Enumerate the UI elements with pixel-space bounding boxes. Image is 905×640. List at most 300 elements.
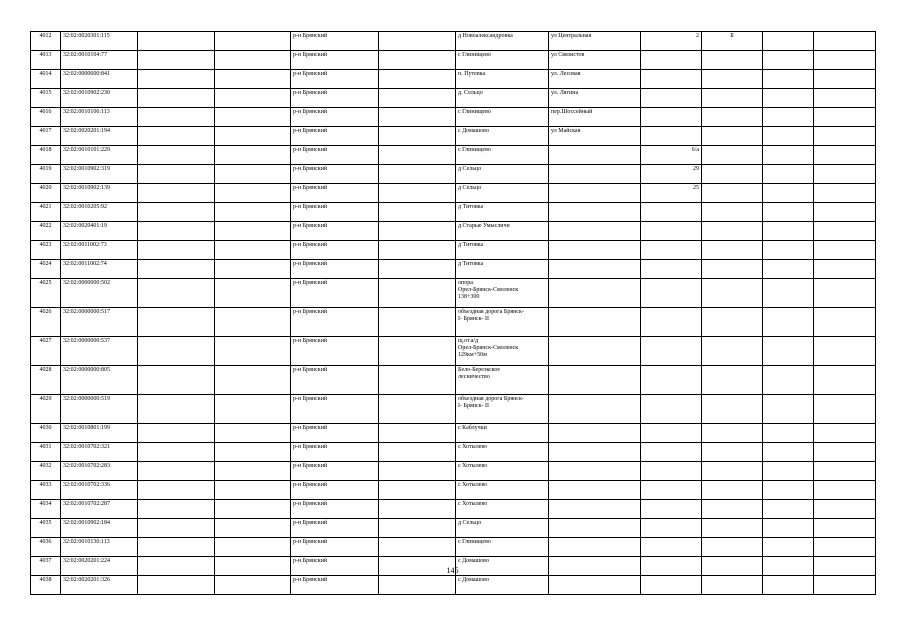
street-cell: ул. Лягина	[549, 89, 641, 108]
registry-table	[30, 31, 876, 595]
empty-cell	[138, 481, 215, 500]
table-row	[31, 481, 876, 500]
empty-cell	[814, 366, 876, 395]
locality-cell: объездная дорога Брянск- I- Брянск- II	[456, 308, 549, 337]
empty-cell	[763, 70, 814, 89]
row-number-cell: 4015	[31, 89, 61, 108]
empty-cell	[379, 337, 456, 366]
empty-cell	[379, 260, 456, 279]
empty-cell	[215, 395, 291, 424]
empty-cell	[138, 424, 215, 443]
empty-cell	[763, 481, 814, 500]
empty-cell	[763, 308, 814, 337]
row-number-cell: 4019	[31, 165, 61, 184]
cadastral-number-cell: 32:02:0010801:199	[61, 424, 138, 443]
empty-cell	[215, 51, 291, 70]
empty-cell	[379, 146, 456, 165]
district-cell: р-н Брянский	[291, 70, 379, 89]
district-cell: р-н Брянский	[291, 462, 379, 481]
empty-cell	[814, 70, 876, 89]
empty-cell	[379, 70, 456, 89]
row-number-cell: 4033	[31, 481, 61, 500]
empty-cell	[138, 51, 215, 70]
building-letter-cell: Б	[702, 32, 763, 51]
cadastral-number-cell: 32:02:0020201:326	[61, 576, 138, 595]
empty-cell	[379, 222, 456, 241]
empty-cell	[814, 500, 876, 519]
empty-cell	[763, 279, 814, 308]
row-number-cell: 4032	[31, 462, 61, 481]
district-cell: р-н Брянский	[291, 308, 379, 337]
district-cell: р-н Брянский	[291, 165, 379, 184]
row-number-cell: 4020	[31, 184, 61, 203]
table-row	[31, 395, 876, 424]
table-row	[31, 203, 876, 222]
cadastral-number-cell: 32:02:0010101:229	[61, 146, 138, 165]
empty-cell	[215, 279, 291, 308]
building-letter-cell	[702, 203, 763, 222]
row-number-cell: 4035	[31, 519, 61, 538]
district-cell: р-н Брянский	[291, 500, 379, 519]
empty-cell	[379, 32, 456, 51]
table-row	[31, 222, 876, 241]
district-cell: р-н Брянский	[291, 32, 379, 51]
district-cell: р-н Брянский	[291, 538, 379, 557]
street-cell	[549, 500, 641, 519]
row-number-cell: 4024	[31, 260, 61, 279]
empty-cell	[763, 500, 814, 519]
district-cell: р-н Брянский	[291, 443, 379, 462]
locality-cell: с Хотылево	[456, 462, 549, 481]
locality-cell: Бело-Березкское лесничество	[456, 366, 549, 395]
empty-cell	[215, 184, 291, 203]
district-cell: р-н Брянский	[291, 146, 379, 165]
row-number-cell: 4025	[31, 279, 61, 308]
empty-cell	[763, 127, 814, 146]
building-letter-cell	[702, 165, 763, 184]
district-cell: р-н Брянский	[291, 424, 379, 443]
cadastral-number-cell: 32:02:0000000:537	[61, 337, 138, 366]
empty-cell	[138, 337, 215, 366]
district-cell: р-н Брянский	[291, 108, 379, 127]
empty-cell	[138, 260, 215, 279]
cadastral-number-cell: 32:02:0010902:319	[61, 165, 138, 184]
empty-cell	[379, 108, 456, 127]
district-cell: р-н Брянский	[291, 127, 379, 146]
empty-cell	[379, 443, 456, 462]
locality-cell: с Хотылево	[456, 481, 549, 500]
row-number-cell: 4038	[31, 576, 61, 595]
street-cell	[549, 366, 641, 395]
house-number-cell	[641, 89, 702, 108]
street-cell	[549, 222, 641, 241]
house-number-cell	[641, 337, 702, 366]
locality-cell: д Сельцо	[456, 519, 549, 538]
empty-cell	[215, 203, 291, 222]
row-number-cell: 4013	[31, 51, 61, 70]
cadastral-number-cell: 32:02:0010702:287	[61, 500, 138, 519]
building-letter-cell	[702, 70, 763, 89]
empty-cell	[138, 443, 215, 462]
table-row	[31, 89, 876, 108]
empty-cell	[814, 519, 876, 538]
building-letter-cell	[702, 308, 763, 337]
building-letter-cell	[702, 89, 763, 108]
empty-cell	[215, 443, 291, 462]
house-number-cell	[641, 443, 702, 462]
district-cell: р-н Брянский	[291, 203, 379, 222]
row-number-cell: 4026	[31, 308, 61, 337]
building-letter-cell	[702, 127, 763, 146]
building-letter-cell	[702, 424, 763, 443]
locality-cell: опора Орел-Брянск-Смоленск 138+300	[456, 279, 549, 308]
locality-cell: д Титовка	[456, 241, 549, 260]
empty-cell	[814, 203, 876, 222]
empty-cell	[215, 481, 291, 500]
district-cell: р-н Брянский	[291, 89, 379, 108]
empty-cell	[763, 576, 814, 595]
cadastral-number-cell: 32:02:0010702:336	[61, 481, 138, 500]
empty-cell	[379, 519, 456, 538]
cadastral-number-cell: 32:02:0010130:113	[61, 538, 138, 557]
district-cell: р-н Брянский	[291, 519, 379, 538]
empty-cell	[763, 260, 814, 279]
building-letter-cell	[702, 51, 763, 70]
table-row	[31, 443, 876, 462]
locality-cell: с Хотылево	[456, 500, 549, 519]
empty-cell	[763, 89, 814, 108]
house-number-cell	[641, 500, 702, 519]
empty-cell	[763, 337, 814, 366]
house-number-cell	[641, 279, 702, 308]
street-cell	[549, 203, 641, 222]
district-cell: р-н Брянский	[291, 51, 379, 70]
building-letter-cell	[702, 519, 763, 538]
building-letter-cell	[702, 108, 763, 127]
empty-cell	[814, 32, 876, 51]
district-cell: р-н Брянский	[291, 395, 379, 424]
table-row	[31, 424, 876, 443]
empty-cell	[814, 51, 876, 70]
cadastral-number-cell: 32:02:0000000:517	[61, 308, 138, 337]
house-number-cell	[641, 260, 702, 279]
empty-cell	[814, 443, 876, 462]
table-row	[31, 127, 876, 146]
empty-cell	[763, 443, 814, 462]
empty-cell	[814, 538, 876, 557]
district-cell: р-н Брянский	[291, 260, 379, 279]
empty-cell	[138, 241, 215, 260]
locality-cell: с Домашово	[456, 127, 549, 146]
street-cell	[549, 576, 641, 595]
empty-cell	[138, 222, 215, 241]
empty-cell	[138, 308, 215, 337]
empty-cell	[763, 538, 814, 557]
empty-cell	[763, 395, 814, 424]
empty-cell	[379, 51, 456, 70]
empty-cell	[379, 127, 456, 146]
house-number-cell: 29	[641, 165, 702, 184]
empty-cell	[215, 366, 291, 395]
empty-cell	[138, 70, 215, 89]
empty-cell	[763, 366, 814, 395]
empty-cell	[138, 519, 215, 538]
empty-cell	[814, 146, 876, 165]
locality-cell: д Старые Умысличи	[456, 222, 549, 241]
empty-cell	[814, 279, 876, 308]
cadastral-number-cell: 32:02:0010902:230	[61, 89, 138, 108]
locality-cell: д Титовка	[456, 203, 549, 222]
building-letter-cell	[702, 538, 763, 557]
cadastral-number-cell: 32:02:0011002:74	[61, 260, 138, 279]
empty-cell	[215, 89, 291, 108]
cadastral-number-cell: 32:02:0010702:283	[61, 462, 138, 481]
empty-cell	[763, 184, 814, 203]
street-cell	[549, 519, 641, 538]
empty-cell	[138, 576, 215, 595]
street-cell	[549, 443, 641, 462]
empty-cell	[379, 89, 456, 108]
empty-cell	[814, 308, 876, 337]
street-cell	[549, 184, 641, 203]
row-number-cell: 4017	[31, 127, 61, 146]
district-cell: р-н Брянский	[291, 576, 379, 595]
empty-cell	[215, 260, 291, 279]
empty-cell	[379, 203, 456, 222]
empty-cell	[763, 51, 814, 70]
row-number-cell: 4030	[31, 424, 61, 443]
house-number-cell	[641, 395, 702, 424]
empty-cell	[763, 108, 814, 127]
page-number: 145	[446, 566, 459, 575]
table-row	[31, 308, 876, 337]
table-row	[31, 279, 876, 308]
cadastral-number-cell: 32:02:0020301:115	[61, 32, 138, 51]
empty-cell	[138, 462, 215, 481]
table-row	[31, 108, 876, 127]
street-cell	[549, 337, 641, 366]
street-cell	[549, 279, 641, 308]
table-row	[31, 260, 876, 279]
empty-cell	[215, 519, 291, 538]
empty-cell	[215, 337, 291, 366]
cadastral-number-cell: 32:02:0000600:841	[61, 70, 138, 89]
empty-cell	[379, 279, 456, 308]
empty-cell	[814, 165, 876, 184]
empty-cell	[215, 308, 291, 337]
street-cell: ул. Лесовая	[549, 70, 641, 89]
row-number-cell: 4012	[31, 32, 61, 51]
building-letter-cell	[702, 462, 763, 481]
table-row	[31, 538, 876, 557]
cadastral-number-cell: 32:02:0020201:194	[61, 127, 138, 146]
empty-cell	[814, 89, 876, 108]
empty-cell	[814, 222, 876, 241]
empty-cell	[138, 165, 215, 184]
house-number-cell	[641, 127, 702, 146]
district-cell: р-н Брянский	[291, 337, 379, 366]
empty-cell	[138, 32, 215, 51]
house-number-cell: 6/а	[641, 146, 702, 165]
empty-cell	[215, 127, 291, 146]
row-number-cell: 4021	[31, 203, 61, 222]
empty-cell	[763, 519, 814, 538]
row-number-cell: 4034	[31, 500, 61, 519]
district-cell: р-н Брянский	[291, 279, 379, 308]
district-cell: р-н Брянский	[291, 481, 379, 500]
cadastral-number-cell: 32:02:0010902:184	[61, 519, 138, 538]
building-letter-cell	[702, 184, 763, 203]
empty-cell	[138, 184, 215, 203]
empty-cell	[215, 146, 291, 165]
street-cell	[549, 538, 641, 557]
empty-cell	[814, 241, 876, 260]
empty-cell	[814, 127, 876, 146]
row-number-cell: 4037	[31, 557, 61, 576]
empty-cell	[814, 424, 876, 443]
cadastral-number-cell: 32:02:0000000:502	[61, 279, 138, 308]
building-letter-cell	[702, 395, 763, 424]
empty-cell	[814, 462, 876, 481]
house-number-cell	[641, 222, 702, 241]
table-row	[31, 184, 876, 203]
building-letter-cell	[702, 241, 763, 260]
table-row	[31, 70, 876, 89]
row-number-cell: 4023	[31, 241, 61, 260]
street-cell	[549, 481, 641, 500]
empty-cell	[215, 424, 291, 443]
row-number-cell: 4022	[31, 222, 61, 241]
empty-cell	[215, 241, 291, 260]
empty-cell	[215, 32, 291, 51]
empty-cell	[814, 108, 876, 127]
district-cell: р-н Брянский	[291, 184, 379, 203]
empty-cell	[763, 146, 814, 165]
empty-cell	[215, 576, 291, 595]
row-number-cell: 4036	[31, 538, 61, 557]
building-letter-cell	[702, 500, 763, 519]
district-cell: р-н Брянский	[291, 222, 379, 241]
street-cell	[549, 165, 641, 184]
table-body	[31, 32, 876, 595]
street-cell	[549, 424, 641, 443]
district-cell: р-н Брянский	[291, 241, 379, 260]
locality-cell: с Каблучки	[456, 424, 549, 443]
locality-cell: с Домашово	[456, 576, 549, 595]
table-row	[31, 576, 876, 595]
empty-cell	[763, 241, 814, 260]
building-letter-cell	[702, 576, 763, 595]
house-number-cell	[641, 70, 702, 89]
empty-cell	[138, 127, 215, 146]
house-number-cell	[641, 51, 702, 70]
empty-cell	[138, 500, 215, 519]
cadastral-number-cell: 32:02:0010205:92	[61, 203, 138, 222]
empty-cell	[814, 184, 876, 203]
empty-cell	[379, 184, 456, 203]
empty-cell	[138, 279, 215, 308]
cadastral-number-cell: 32:02:0020201:224	[61, 557, 138, 576]
locality-cell: с Глинищево	[456, 538, 549, 557]
empty-cell	[814, 481, 876, 500]
table-row	[31, 32, 876, 51]
empty-cell	[138, 89, 215, 108]
locality-cell: с Хотылево	[456, 443, 549, 462]
empty-cell	[814, 395, 876, 424]
locality-cell: д. Сельцо	[456, 89, 549, 108]
empty-cell	[138, 146, 215, 165]
row-number-cell: 4029	[31, 395, 61, 424]
building-letter-cell	[702, 337, 763, 366]
row-number-cell: 4016	[31, 108, 61, 127]
cadastral-number-cell: 32:02:0010902:139	[61, 184, 138, 203]
street-cell	[549, 146, 641, 165]
house-number-cell	[641, 538, 702, 557]
building-letter-cell	[702, 366, 763, 395]
table-row	[31, 146, 876, 165]
district-cell: р-н Брянский	[291, 366, 379, 395]
empty-cell	[814, 337, 876, 366]
row-number-cell: 4031	[31, 443, 61, 462]
house-number-cell	[641, 241, 702, 260]
table-row	[31, 366, 876, 395]
table-row	[31, 337, 876, 366]
empty-cell	[379, 462, 456, 481]
house-number-cell	[641, 366, 702, 395]
empty-cell	[138, 366, 215, 395]
cadastral-number-cell: 32:02:0010702:321	[61, 443, 138, 462]
house-number-cell: 25	[641, 184, 702, 203]
district-cell: р-н Брянский	[291, 557, 379, 576]
building-letter-cell	[702, 279, 763, 308]
row-number-cell: 4027	[31, 337, 61, 366]
building-letter-cell	[702, 146, 763, 165]
empty-cell	[138, 395, 215, 424]
cadastral-number-cell: 32:02:0011002:73	[61, 241, 138, 260]
locality-cell: с Глинищево	[456, 146, 549, 165]
locality-cell: д Новоалександровка	[456, 32, 549, 51]
street-cell: пер.Шоссейный	[549, 108, 641, 127]
house-number-cell	[641, 308, 702, 337]
table-row	[31, 165, 876, 184]
cadastral-number-cell: 32:02:0000000:519	[61, 395, 138, 424]
row-number-cell: 4028	[31, 366, 61, 395]
empty-cell	[138, 108, 215, 127]
empty-cell	[379, 395, 456, 424]
street-cell	[549, 462, 641, 481]
table-row	[31, 51, 876, 70]
empty-cell	[763, 32, 814, 51]
empty-cell	[215, 70, 291, 89]
empty-cell	[379, 241, 456, 260]
house-number-cell: 2	[641, 32, 702, 51]
empty-cell	[215, 500, 291, 519]
house-number-cell	[641, 462, 702, 481]
empty-cell	[379, 165, 456, 184]
empty-cell	[814, 260, 876, 279]
cadastral-number-cell: 32:02:0010104:77	[61, 51, 138, 70]
building-letter-cell	[702, 481, 763, 500]
empty-cell	[138, 203, 215, 222]
locality-cell: щ.от.а/д Орел-Брянск-Смоленск 129км+50м	[456, 337, 549, 366]
locality-cell: п. Путевка	[456, 70, 549, 89]
cadastral-number-cell: 32:02:0020401:19	[61, 222, 138, 241]
empty-cell	[763, 424, 814, 443]
locality-cell: объездная дорога Брянск- I- Брянск- II	[456, 395, 549, 424]
empty-cell	[763, 203, 814, 222]
house-number-cell	[641, 108, 702, 127]
empty-cell	[215, 222, 291, 241]
